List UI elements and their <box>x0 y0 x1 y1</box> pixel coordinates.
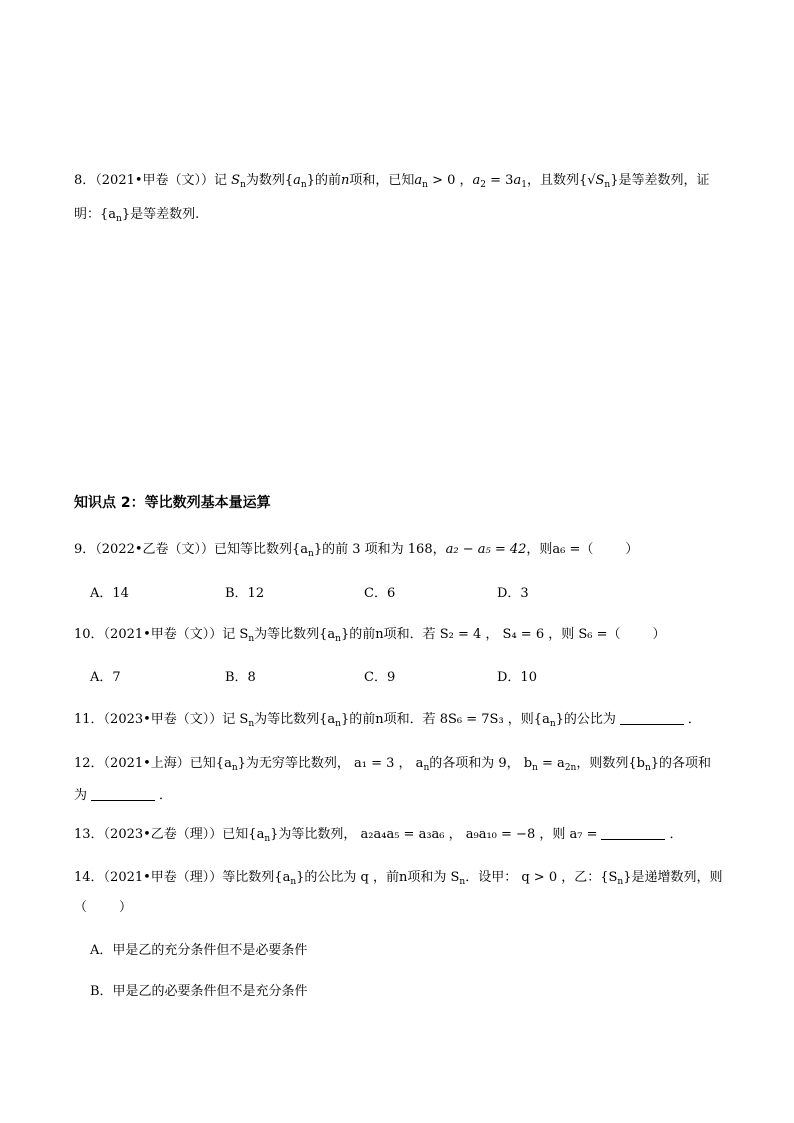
question-13 <box>74 826 682 844</box>
q8-text: 为数列{ <box>245 173 294 188</box>
q8-sub: n <box>240 180 246 190</box>
q13-text: 13．（2023•乙卷（理））已知{a <box>74 827 265 842</box>
q14-sub: n <box>290 877 297 887</box>
q11-text: 为等比数列{a <box>254 712 336 727</box>
q12-sub: 2n <box>564 763 577 773</box>
q8-var: a <box>513 173 522 188</box>
question-10-choices <box>90 669 650 687</box>
q14-text: }的公比为 q ，前n项和为 S <box>296 870 460 885</box>
q13-sub: n <box>264 834 271 844</box>
q8-sub: n <box>604 180 611 190</box>
q8-text: = 3 <box>486 173 514 188</box>
q8-sub: n <box>422 180 428 190</box>
q14-choice-b[interactable]: B．甲是乙的必要条件但不是充分条件 <box>90 984 308 999</box>
question-14-line-1 <box>74 869 722 887</box>
q8-text: }是等差数列，证 <box>610 173 710 188</box>
q12-sub: n <box>423 763 430 773</box>
question-9-choices <box>90 585 650 603</box>
q14-text: （ <box>74 900 88 915</box>
q12-text: ． <box>159 788 173 803</box>
question-12-line-1 <box>74 755 711 773</box>
q12-text: ，则数列{b <box>576 756 645 771</box>
q10-text: 为等比数列{a <box>254 627 336 642</box>
q8-text: ，且数列{√ <box>526 173 596 188</box>
q12-text: }为无穷等比数列， a₁ = 3 ， a <box>237 756 424 771</box>
q8-sub: 2 <box>480 180 486 190</box>
q9-expr: a₂ − a₅ = 42 <box>445 542 527 557</box>
q11-sub: n <box>549 719 556 729</box>
q8-sub: n <box>300 180 307 190</box>
question-14-line-2 <box>74 899 132 917</box>
q8-var: a <box>293 173 301 188</box>
q14-text: ．设甲： q > 0 ，乙：{S <box>465 870 618 885</box>
question-12-line-2 <box>74 787 172 805</box>
q11-sub: n <box>248 719 255 729</box>
q10-sub: n <box>335 634 341 644</box>
q10-choice-d[interactable]: D．10 <box>497 670 537 685</box>
q14-text: }是递增数列，则 <box>623 870 723 885</box>
q14-text: 14．（2021•甲卷（理））等比数列{a <box>74 870 291 885</box>
question-10 <box>74 626 666 644</box>
q12-sub: n <box>532 763 538 773</box>
q12-sub: n <box>644 763 651 773</box>
q10-text: ） <box>652 627 666 642</box>
q9-choice-d[interactable]: D．3 <box>497 586 529 601</box>
q8-var: a <box>472 173 481 188</box>
q8-var: a <box>414 173 423 188</box>
q9-sub: n <box>308 549 314 559</box>
q10-text: 10．（2021•甲卷（文））记 S <box>74 627 249 642</box>
q9-text: 9．（2022•乙卷（文））已知等比数列{a <box>74 542 309 557</box>
q12-text: 为 <box>74 788 88 803</box>
q9-text: ） <box>625 542 639 557</box>
q11-text: }的前n项和．若 8S₆ = 7S₃ ，则{a <box>340 712 550 727</box>
q13-text: }为等比数列， a₂a₄a₅ = a₃a₆ ， a₉a₁₀ = −8 ，则 a₇ = <box>270 827 598 842</box>
q13-answer-blank[interactable] <box>601 827 665 840</box>
question-8-line-2 <box>74 206 199 224</box>
question-11 <box>74 711 701 729</box>
q14-text: ） <box>119 900 133 915</box>
q8-text: 8．（2021•甲卷（文））记 <box>74 173 232 188</box>
q8-var: S <box>595 173 605 188</box>
q9-text: ，则a₆ =（ <box>526 542 594 557</box>
q12-sub: n <box>231 763 238 773</box>
q8-text: 明：{a <box>74 207 117 222</box>
q12-answer-blank[interactable] <box>91 788 155 801</box>
q9-choice-b[interactable]: B．12 <box>225 586 265 601</box>
q9-choice-a[interactable]: A．14 <box>90 586 129 601</box>
q8-text: }是等差数列. <box>121 207 200 222</box>
q14-sub: n <box>459 877 466 887</box>
q8-text: > 0 ， <box>427 173 473 188</box>
q8-text: 项和，已知 <box>349 173 415 188</box>
question-9 <box>74 541 638 559</box>
q8-sub: 1 <box>521 180 527 190</box>
q11-answer-blank[interactable] <box>620 712 684 725</box>
q10-choice-c[interactable]: C．9 <box>364 670 396 685</box>
q10-choice-a[interactable]: A．7 <box>90 670 121 685</box>
q9-text: }的前 3 项和为 168， <box>313 542 446 557</box>
q11-text: }的公比为 <box>555 712 616 727</box>
q14-sub: n <box>617 877 624 887</box>
q12-text: }的各项和 <box>650 756 712 771</box>
q8-var: n <box>340 173 350 188</box>
q14-choice-a[interactable]: A．甲是乙的充分条件但不是必要条件 <box>90 943 308 958</box>
section-heading: 知识点 2：等比数列基本量运算 <box>74 495 271 511</box>
q10-sub: n <box>248 634 255 644</box>
q10-text: }的前n项和．若 S₂ = 4 ， S₄ = 6 ，则 S₆ =（ <box>340 627 621 642</box>
q12-text: = a <box>537 756 565 771</box>
q11-text: 11．（2023•甲卷（文））记 S <box>74 712 249 727</box>
q13-text: ． <box>669 827 683 842</box>
question-8-line-1 <box>74 172 709 190</box>
q10-choice-b[interactable]: B．8 <box>225 670 256 685</box>
q8-text: }的前 <box>306 173 341 188</box>
q11-sub: n <box>335 719 341 729</box>
q9-choice-c[interactable]: C．6 <box>364 586 396 601</box>
q8-var: S <box>231 173 241 188</box>
q8-sub: n <box>116 214 122 224</box>
q12-text: 12．（2021•上海）已知{a <box>74 756 232 771</box>
q12-text: 的各项和为 9， b <box>429 756 533 771</box>
q11-text: ． <box>687 712 701 727</box>
